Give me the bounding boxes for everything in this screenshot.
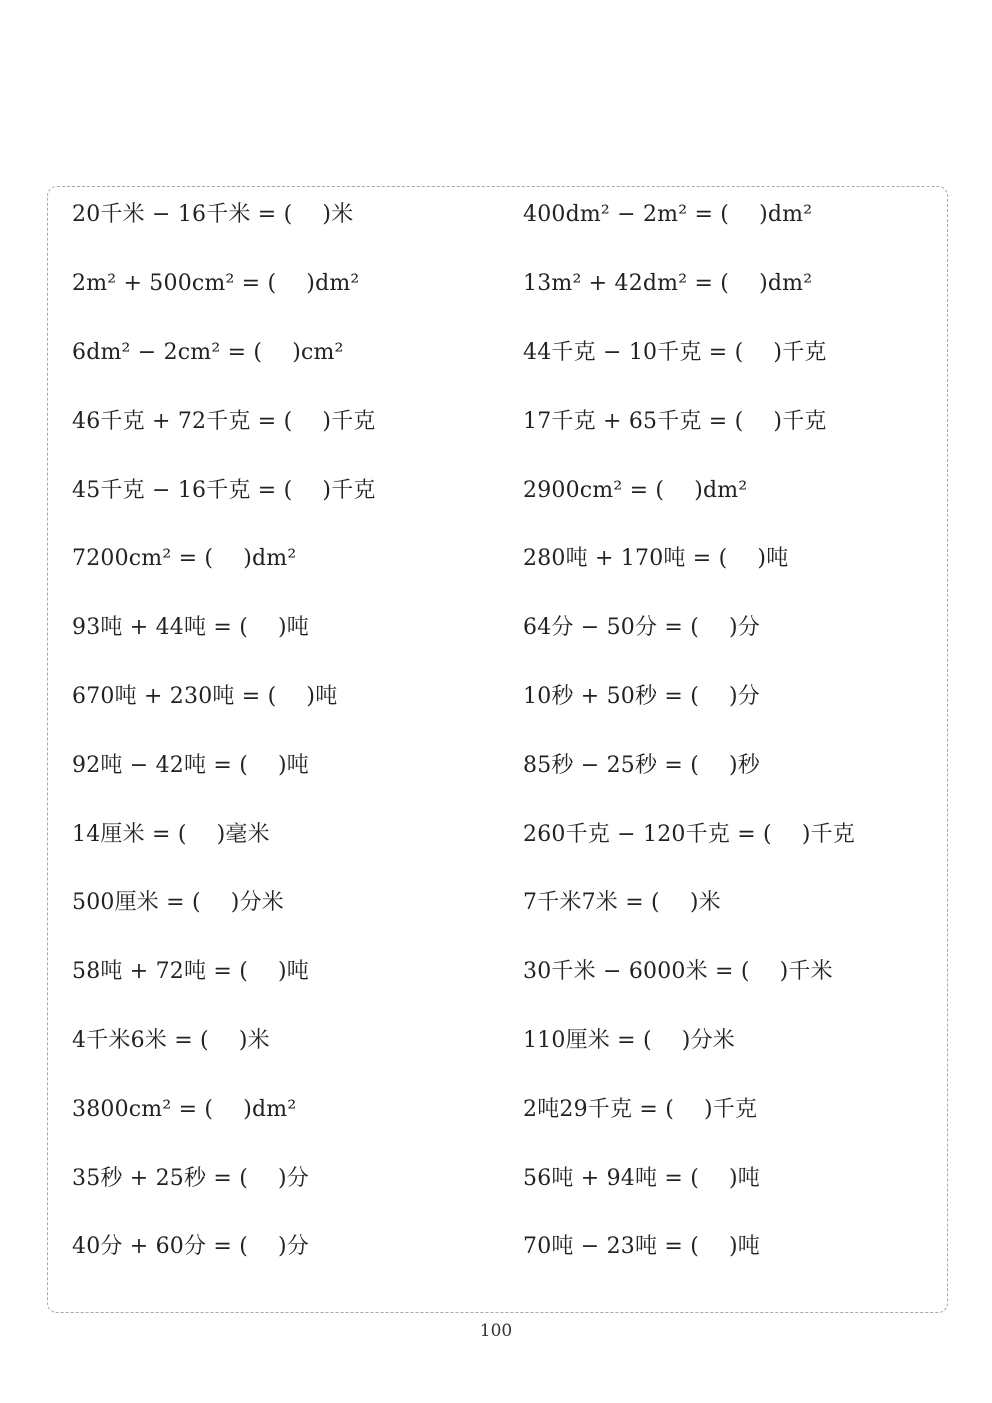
answer-unit: )千克 (773, 339, 827, 365)
answer-unit: )分 (278, 1165, 309, 1191)
problem-item (523, 869, 952, 938)
problem-expression: 10秒 + 50秒 = ( (523, 683, 700, 709)
problem-expression: 670吨 + 230吨 = ( (72, 683, 277, 709)
answer-unit: )dm² (243, 1096, 297, 1122)
problem-expression: 3800cm² = ( (72, 1096, 214, 1122)
answer-unit: )dm² (759, 271, 813, 297)
problem-item (523, 387, 952, 456)
problem-item (523, 181, 952, 250)
problem-item (72, 800, 523, 869)
problem-item (523, 1213, 952, 1282)
problem-expression: 70吨 − 23吨 = ( (523, 1234, 700, 1260)
problem-expression: 2m² + 500cm² = ( (72, 271, 277, 297)
problem-expression: 7200cm² = ( (72, 546, 214, 572)
answer-unit: )吨 (729, 1165, 760, 1191)
answer-unit: )吨 (278, 752, 309, 778)
answer-unit: )千克 (773, 408, 827, 434)
answer-unit: )分米 (681, 1027, 735, 1053)
problem-expression: 260千克 − 120千克 = ( (523, 821, 772, 847)
problem-expression: 2吨29千克 = ( (523, 1096, 674, 1122)
problem-item (523, 250, 952, 319)
problem-item (72, 525, 523, 594)
problem-item (72, 387, 523, 456)
problem-item (72, 250, 523, 319)
answer-unit: )吨 (278, 615, 309, 641)
problem-item (72, 594, 523, 663)
problem-expression: 30千米 − 6000米 = ( (523, 959, 750, 985)
problem-item (72, 456, 523, 525)
answer-unit: )米 (238, 1027, 270, 1053)
problem-item (523, 1007, 952, 1076)
answer-unit: )dm² (306, 271, 360, 297)
problem-expression: 400dm² − 2m² = ( (523, 202, 730, 228)
problem-expression: 280吨 + 170吨 = ( (523, 546, 728, 572)
problem-item (72, 181, 523, 250)
page-number: 100 (479, 1321, 513, 1341)
problem-item (523, 456, 952, 525)
problem-item (72, 1144, 523, 1213)
problem-item (523, 1075, 952, 1144)
answer-unit: )分 (278, 1234, 309, 1260)
problem-expression: 92吨 − 42吨 = ( (72, 752, 249, 778)
answer-unit: )千克 (704, 1096, 758, 1122)
problem-expression: 35秒 + 25秒 = ( (72, 1165, 249, 1191)
answer-unit: )米 (322, 202, 354, 228)
answer-unit: )分 (729, 615, 760, 641)
answer-unit: )dm² (243, 546, 297, 572)
problem-item (523, 663, 952, 732)
problem-expression: 44千克 − 10千克 = ( (523, 339, 744, 365)
problem-expression: 85秒 − 25秒 = ( (523, 752, 700, 778)
problem-item (72, 319, 523, 388)
answer-unit: )吨 (306, 683, 338, 709)
problem-expression: 93吨 + 44吨 = ( (72, 615, 249, 641)
problem-grid (72, 181, 952, 1282)
problem-expression: 45千克 − 16千克 = ( (72, 477, 293, 503)
problem-item (523, 319, 952, 388)
problem-expression: 58吨 + 72吨 = ( (72, 959, 249, 985)
answer-unit: )毫米 (216, 821, 270, 847)
problem-item (523, 1144, 952, 1213)
problem-item (72, 1075, 523, 1144)
problem-expression: 4千米6米 = ( (72, 1027, 209, 1053)
problem-expression: 13m² + 42dm² = ( (523, 271, 730, 297)
problem-item (72, 1213, 523, 1282)
answer-unit: )dm² (759, 202, 813, 228)
problem-item (523, 594, 952, 663)
problem-expression: 500厘米 = ( (72, 890, 201, 916)
answer-unit: )千米 (779, 959, 833, 985)
problem-item (523, 525, 952, 594)
problem-expression: 2900cm² = ( (523, 477, 665, 503)
answer-unit: )分 (729, 683, 760, 709)
problem-expression: 6dm² − 2cm² = ( (72, 339, 263, 365)
problem-item (72, 869, 523, 938)
problem-expression: 56吨 + 94吨 = ( (523, 1165, 700, 1191)
answer-unit: )千克 (322, 477, 376, 503)
problem-expression: 40分 + 60分 = ( (72, 1234, 249, 1260)
answer-unit: )千克 (322, 408, 376, 434)
answer-unit: )dm² (694, 477, 748, 503)
answer-unit: )吨 (729, 1234, 760, 1260)
problem-item (72, 1007, 523, 1076)
problem-item (72, 731, 523, 800)
problem-expression: 14厘米 = ( (72, 821, 187, 847)
answer-unit: )cm² (292, 339, 344, 365)
problem-expression: 17千克 + 65千克 = ( (523, 408, 744, 434)
problem-expression: 46千克 + 72千克 = ( (72, 408, 293, 434)
problem-expression: 64分 − 50分 = ( (523, 615, 700, 641)
problem-item (72, 938, 523, 1007)
problem-expression: 110厘米 = ( (523, 1027, 652, 1053)
answer-unit: )吨 (278, 959, 309, 985)
problem-expression: 7千米7米 = ( (523, 890, 660, 916)
answer-unit: )吨 (757, 546, 789, 572)
answer-unit: )米 (689, 890, 721, 916)
problem-item (72, 663, 523, 732)
answer-unit: )分米 (230, 890, 284, 916)
problem-item (523, 938, 952, 1007)
answer-unit: )千克 (801, 821, 855, 847)
problem-item (523, 800, 952, 869)
answer-unit: )秒 (729, 752, 760, 778)
problem-expression: 20千米 − 16千米 = ( (72, 202, 293, 228)
problem-item (523, 731, 952, 800)
